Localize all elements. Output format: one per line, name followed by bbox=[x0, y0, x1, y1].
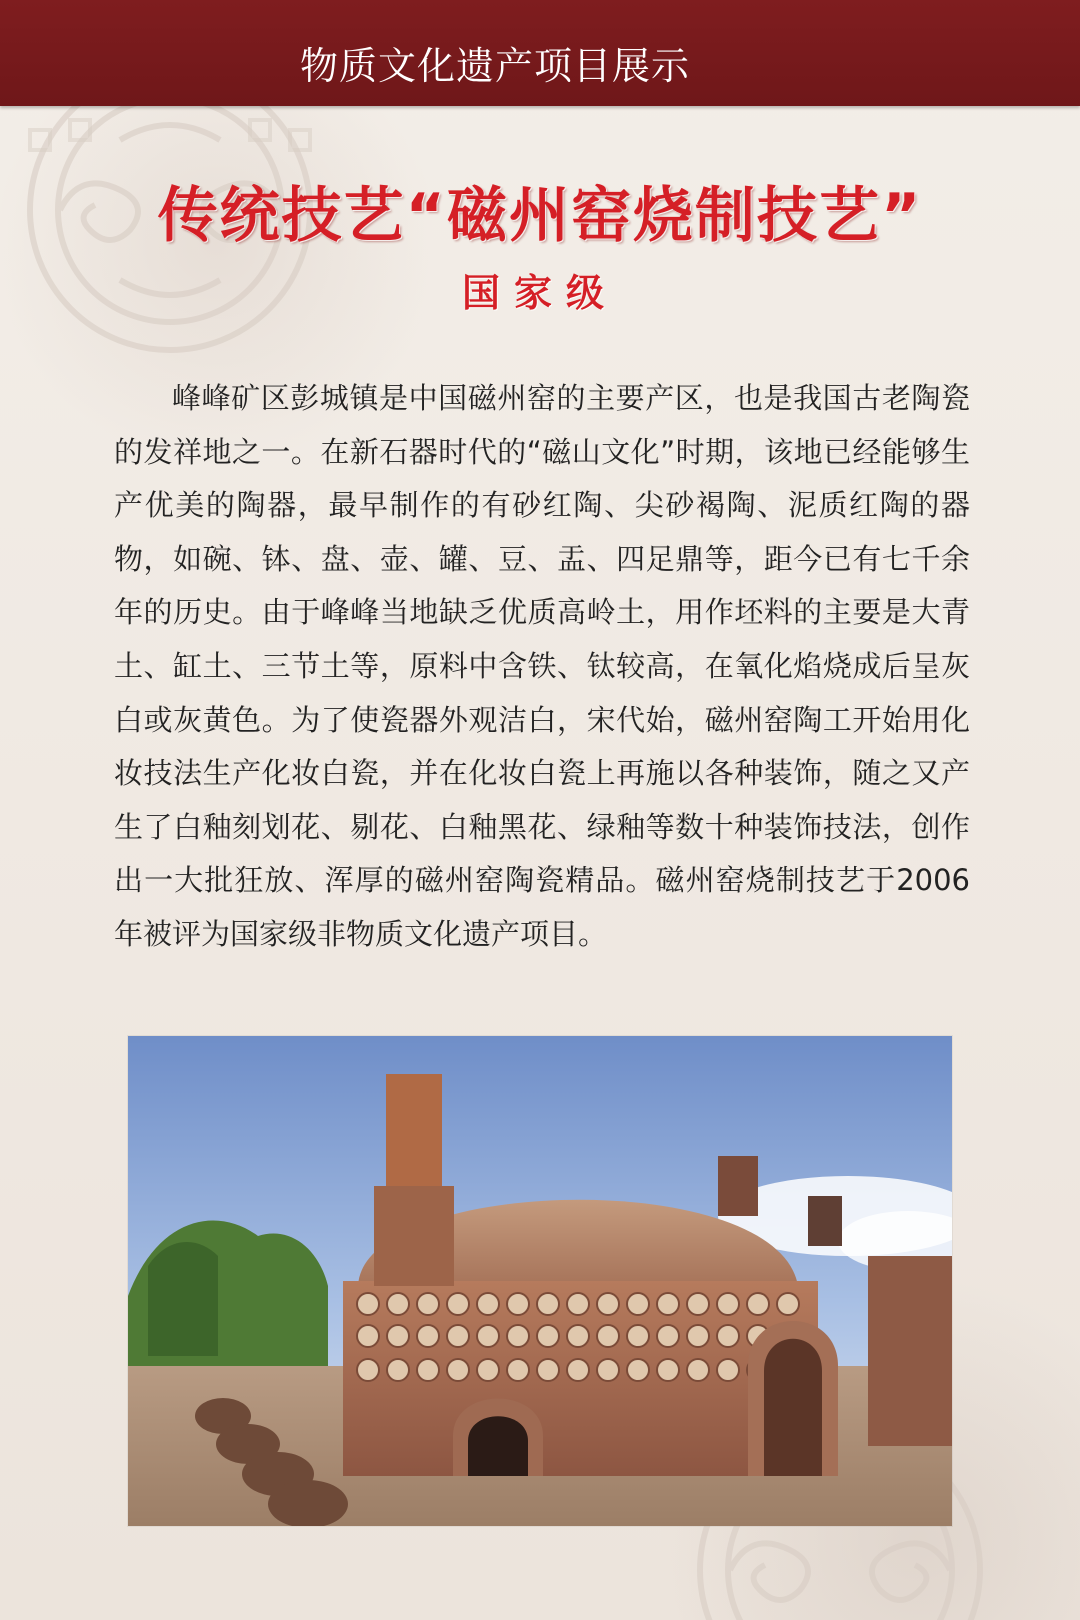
header-bar bbox=[0, 0, 1080, 106]
header-title: 物质文化遗产项目展示 bbox=[300, 44, 691, 88]
description-paragraph: 峰峰矿区彭城镇是中国磁州窑的主要产区，也是我国古老陶瓷的发祥地之一。在新石器时代的“磁山文化”时期，该地已经能够生产优美的陶器，最早制作的有砂红陶、尖砂褐陶、泥质红陶的器物，如碗、钵、盘、壶、罐、豆、盂、四足鼎等，距今已有七千余年的历史。由于峰峰当地缺乏优质高岭土，用作坯料的主要是大青土、缸土、三节土等，原料中含铁、钛较高，在氧化焰烧成后呈灰白或灰黄色。为了使瓷器外观洁白，宋代始，磁州窑陶工开始用化妆技法生产化妆白瓷，并在化妆白瓷上再施以各种装饰，随之又产生了白釉刻划花、剔花、白釉黑花、绿釉等数十种装饰技法，创作出一大批狂放、浑厚的磁州窑陶瓷精品。磁州窑烧制技艺于2006年被评为国家级非物质文化遗产项目。 bbox=[114, 381, 970, 951]
page-title: 传统技艺“磁州窑烧制技艺” bbox=[157, 181, 923, 251]
level-label: 国家级 bbox=[461, 271, 618, 315]
kiln-photo-image bbox=[128, 1036, 952, 1526]
kiln-photo bbox=[128, 1036, 952, 1526]
